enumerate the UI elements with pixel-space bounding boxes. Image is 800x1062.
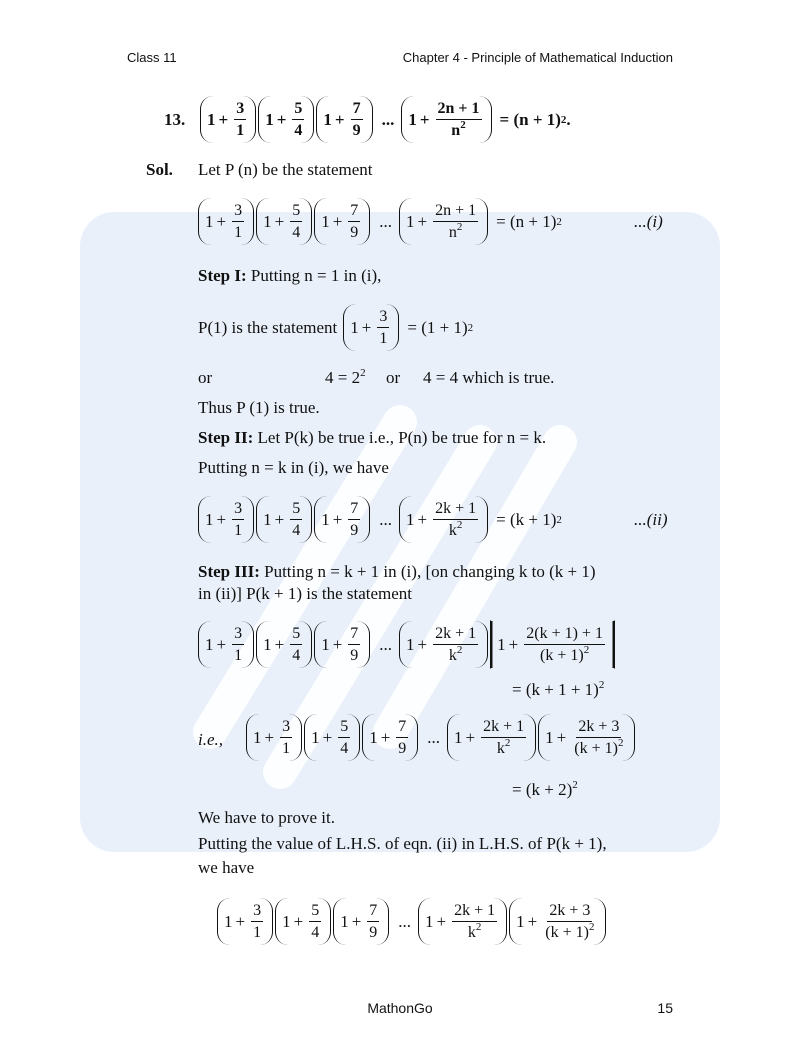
exponent: 2	[460, 119, 466, 131]
ie-label: i.e.,	[198, 730, 224, 749]
step2	[198, 428, 546, 448]
equation-ii: 1 + $\frac{3}{1}$ 1 + $\frac{5}{4}$ 1 + $\frac{7}{9}$ ... 1 + $\frac{2k + 1}{k^2}$ = (k + 1) 2	[198, 496, 562, 543]
factor	[217, 898, 273, 945]
fraction	[436, 99, 482, 140]
term: 1	[224, 911, 233, 931]
equation-ie	[246, 714, 637, 761]
factor	[314, 621, 370, 668]
numerator: 2k + 1	[433, 624, 478, 645]
fraction	[251, 901, 263, 942]
exponent: 2	[588, 921, 595, 933]
numerator: 2n + 1	[436, 99, 482, 120]
denominator: 1	[236, 122, 245, 139]
fraction	[351, 99, 363, 140]
numerator: 3	[232, 624, 244, 645]
fraction	[234, 99, 246, 140]
term: 1	[265, 109, 274, 129]
plus: +	[332, 509, 343, 529]
step2-label: Step II:	[198, 428, 254, 447]
step1-text: Putting n = 1 in (i),	[250, 266, 382, 285]
factor	[256, 621, 312, 668]
plus: +	[361, 317, 372, 337]
period: .	[566, 109, 571, 129]
factor	[275, 898, 331, 945]
denominator: 1	[282, 740, 291, 757]
step1-label: Step I:	[198, 266, 247, 285]
question-equation: 1 + $\frac{3}{1}$ 1 + $\frac{5}{4}$ 1 + $\frac{7}{9}$ ... 1 + $\frac{2n + 1}{n^2}$ = (n + 1) 2 .	[200, 96, 571, 143]
fraction	[292, 99, 304, 140]
denominator: 9	[352, 122, 361, 139]
term: 1	[516, 911, 525, 931]
equation-final	[217, 898, 608, 945]
factor	[314, 496, 370, 543]
factor	[333, 898, 389, 945]
fraction	[348, 624, 360, 665]
fraction	[377, 307, 389, 348]
exponent: 2	[504, 737, 511, 749]
term: 1	[406, 211, 415, 231]
term: 1	[406, 634, 415, 654]
numerator: 2k + 3	[576, 717, 621, 738]
plus: +	[276, 109, 287, 129]
numerator: 2n + 1	[433, 201, 478, 222]
prove-line: We have to prove it.	[198, 808, 335, 827]
denominator	[447, 645, 465, 665]
p1-statement: P(1) is the statement 1 + $\frac{3}{1}$ = (1 + 1) 2	[198, 304, 473, 351]
denominator: 1	[253, 924, 262, 941]
fraction	[232, 201, 244, 242]
factor	[200, 96, 256, 143]
denominator	[449, 120, 467, 140]
factor	[316, 96, 372, 143]
exponent: 2	[456, 644, 463, 656]
or-eq2: 4 = 4 which is true.	[423, 368, 555, 387]
factor	[399, 621, 488, 668]
putting-k: Putting n = k in (i), we have	[198, 458, 389, 477]
denominator: 4	[292, 647, 301, 664]
equation-iii	[198, 620, 617, 669]
fraction	[396, 717, 408, 758]
factor	[304, 714, 360, 761]
factor	[314, 198, 370, 245]
step2-text: Let P(k) be true i.e., P(n) be true for n = k.	[257, 428, 547, 447]
putting-value-line: Putting the value of L.H.S. of eqn. (ii) in L.H.S. of P(k + 1),	[198, 834, 607, 853]
rhs: = (k + 1 + 1)	[512, 680, 599, 699]
numerator: 2k + 1	[452, 901, 497, 922]
ellipsis: ...	[379, 634, 393, 654]
exponent: 2	[475, 921, 482, 933]
factor	[399, 198, 488, 245]
numerator: 5	[292, 99, 304, 120]
plus: +	[322, 727, 333, 747]
exponent: 2	[617, 737, 624, 749]
plus: +	[332, 211, 343, 231]
term: 1	[425, 911, 434, 931]
rhs: = (k + 2)	[512, 780, 573, 799]
plus: +	[436, 911, 447, 931]
factor	[399, 496, 488, 543]
numerator: 3	[377, 307, 389, 328]
denominator	[572, 738, 625, 758]
denominator	[495, 738, 513, 758]
factor	[509, 898, 606, 945]
factor	[447, 714, 536, 761]
solution-intro: Let P (n) be the statement	[198, 160, 373, 179]
term: 1	[282, 911, 291, 931]
plus: +	[380, 727, 391, 747]
plus: +	[508, 634, 519, 654]
fraction	[543, 901, 596, 942]
rhs: = (n + 1)	[499, 109, 561, 129]
plus: +	[334, 109, 345, 129]
ellipsis: ...	[379, 509, 393, 529]
term: 1	[408, 109, 417, 129]
exponent: 2	[572, 779, 578, 791]
fraction	[309, 901, 321, 942]
exponent: 2	[456, 519, 463, 531]
plus: +	[417, 509, 428, 529]
fraction	[452, 901, 497, 942]
plus: +	[556, 727, 567, 747]
term: 1	[263, 634, 272, 654]
factor	[198, 198, 254, 245]
denominator	[543, 922, 596, 942]
ellipsis: ...	[427, 727, 441, 747]
or-eq1-text: 4 = 2	[325, 368, 361, 387]
p1-text: P(1) is the statement	[198, 317, 338, 337]
plus: +	[264, 727, 275, 747]
fraction	[232, 624, 244, 665]
plus: +	[235, 911, 246, 931]
step1	[198, 266, 381, 286]
fraction	[433, 201, 478, 242]
factor	[258, 96, 314, 143]
fraction	[290, 201, 302, 242]
plus: +	[216, 634, 227, 654]
solution-label: Sol.	[146, 160, 173, 179]
plus: +	[274, 509, 285, 529]
numerator: 7	[367, 901, 379, 922]
numerator: 5	[338, 717, 350, 738]
term: 1	[406, 509, 415, 529]
factor	[343, 304, 399, 351]
or-word2: or	[386, 368, 401, 387]
numerator: 7	[396, 717, 408, 738]
plus: +	[332, 634, 343, 654]
fraction	[232, 499, 244, 540]
fraction	[338, 717, 350, 758]
factor	[256, 496, 312, 543]
fraction	[348, 499, 360, 540]
denominator: 4	[294, 122, 303, 139]
term: 1	[340, 911, 349, 931]
factor	[538, 714, 635, 761]
factor	[418, 898, 507, 945]
denominator	[447, 520, 465, 540]
fraction	[290, 499, 302, 540]
numerator: 3	[232, 201, 244, 222]
exponent: 2	[598, 679, 605, 691]
plus: +	[417, 634, 428, 654]
base: k	[496, 740, 505, 757]
numerator: 7	[348, 201, 360, 222]
denominator	[466, 922, 484, 942]
step3-line2: in (ii)] P(k + 1) is the statement	[198, 584, 413, 603]
fraction	[433, 624, 478, 665]
numerator: 2k + 3	[547, 901, 592, 922]
step3-label: Step III:	[198, 562, 260, 581]
footer-page-number: 15	[657, 1000, 673, 1016]
term: 1	[207, 109, 216, 129]
denominator: 9	[350, 647, 359, 664]
base: k	[448, 647, 457, 664]
base: n	[451, 122, 461, 139]
factor	[401, 96, 491, 143]
term: 1	[321, 509, 330, 529]
footer-brand: MathonGo	[367, 1000, 433, 1016]
tag-ii: ...(ii)	[634, 510, 668, 529]
term: 1	[253, 727, 262, 747]
plus: +	[293, 911, 304, 931]
plus: +	[216, 211, 227, 231]
or-word: or	[198, 368, 213, 387]
exponent: 2	[583, 644, 590, 656]
numerator: 3	[234, 99, 246, 120]
numerator: 2k + 1	[433, 499, 478, 520]
base: (k + 1)	[540, 647, 584, 664]
base: k	[448, 522, 457, 539]
numerator: 3	[280, 717, 292, 738]
denominator: 9	[350, 224, 359, 241]
term: 1	[263, 211, 272, 231]
exponent: 2	[360, 367, 366, 379]
numerator: 2(k + 1) + 1	[524, 624, 605, 645]
denominator: 4	[292, 522, 301, 539]
plus: +	[274, 634, 285, 654]
fraction	[367, 901, 379, 942]
term: 1	[205, 211, 214, 231]
plus: +	[465, 727, 476, 747]
question-number: 13.	[164, 110, 186, 129]
numerator: 3	[232, 499, 244, 520]
base: k	[467, 924, 476, 941]
equation-ie-rhs	[512, 780, 578, 800]
factor	[362, 714, 418, 761]
denominator: 1	[234, 522, 243, 539]
header-chapter: Chapter 4 - Principle of Mathematical Induction	[402, 50, 673, 65]
exponent: 2	[456, 221, 463, 233]
numerator: 3	[251, 901, 263, 922]
denominator: 1	[234, 224, 243, 241]
fraction	[524, 624, 605, 665]
numerator: 7	[351, 99, 363, 120]
factor	[246, 714, 302, 761]
term: 1	[454, 727, 463, 747]
term: 1	[205, 634, 214, 654]
term: 1	[323, 109, 332, 129]
base: (k + 1)	[545, 924, 589, 941]
factor	[256, 198, 312, 245]
term: 1	[263, 509, 272, 529]
plus: +	[419, 109, 430, 129]
term: 1	[350, 317, 359, 337]
term: 1	[497, 634, 506, 654]
fraction	[348, 201, 360, 242]
thus-line: Thus P (1) is true.	[198, 398, 320, 417]
denominator: 1	[379, 330, 388, 347]
tag-i: ...(i)	[634, 212, 663, 231]
plus: +	[216, 509, 227, 529]
fraction	[433, 499, 478, 540]
denominator: 4	[340, 740, 349, 757]
denominator	[447, 222, 465, 242]
plus: +	[351, 911, 362, 931]
rhs: = (n + 1)	[496, 211, 557, 231]
denominator	[538, 645, 591, 665]
numerator: 7	[348, 499, 360, 520]
denominator: 9	[369, 924, 378, 941]
fraction	[481, 717, 526, 758]
rhs: = (1 + 1)	[407, 317, 468, 337]
numerator: 7	[348, 624, 360, 645]
base: (k + 1)	[574, 740, 618, 757]
plus: +	[527, 911, 538, 931]
numerator: 5	[290, 499, 302, 520]
equation-i: 1 + $\frac{3}{1}$ 1 + $\frac{5}{4}$ 1 + $\frac{7}{9}$ ... 1 + $\frac{2n + 1}{n^2}$ = (n + 1) 2	[198, 198, 562, 245]
we-have-line: we have	[198, 858, 255, 877]
step3-text: Putting n = k + 1 in (i), [on changing k to (k + 1)	[264, 562, 596, 581]
step3	[198, 562, 596, 582]
numerator: 5	[290, 624, 302, 645]
term: 1	[311, 727, 320, 747]
fraction	[280, 717, 292, 758]
term: 1	[545, 727, 554, 747]
plus: +	[274, 211, 285, 231]
base: n	[448, 224, 457, 241]
plus: +	[417, 211, 428, 231]
numerator: 5	[309, 901, 321, 922]
factor	[198, 496, 254, 543]
factor	[198, 621, 254, 668]
bracket-factor	[490, 620, 615, 669]
fraction	[572, 717, 625, 758]
header-class: Class 11	[127, 50, 177, 65]
term: 1	[321, 634, 330, 654]
fraction	[290, 624, 302, 665]
numerator: 5	[290, 201, 302, 222]
term: 1	[321, 211, 330, 231]
ellipsis: ...	[379, 211, 393, 231]
ellipsis: ...	[398, 911, 412, 931]
denominator: 9	[350, 522, 359, 539]
denominator: 9	[398, 740, 407, 757]
denominator: 4	[292, 224, 301, 241]
plus: +	[218, 109, 229, 129]
or-eq1	[325, 368, 366, 388]
denominator: 4	[311, 924, 320, 941]
rhs: = (k + 1)	[496, 509, 557, 529]
numerator: 2k + 1	[481, 717, 526, 738]
term: 1	[205, 509, 214, 529]
term: 1	[369, 727, 378, 747]
denominator: 1	[234, 647, 243, 664]
equation-iii-rhs	[512, 680, 604, 700]
ellipsis: ...	[381, 109, 395, 129]
